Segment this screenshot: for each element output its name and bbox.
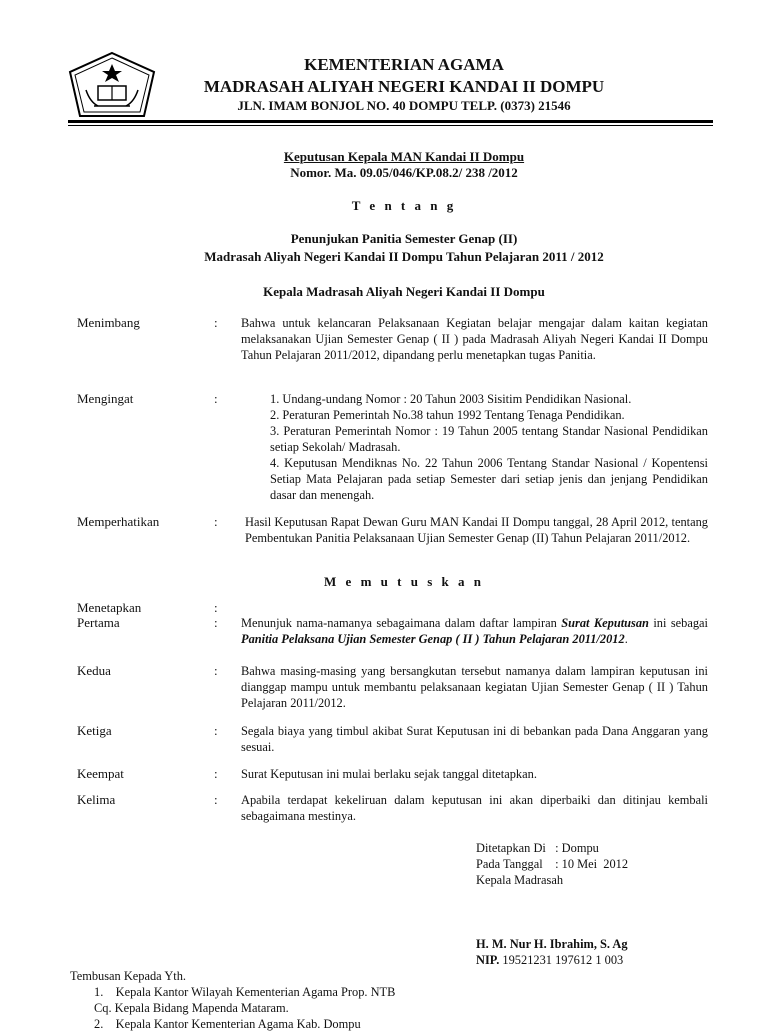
- mengingat-list: [270, 391, 708, 503]
- colon: :: [214, 792, 218, 807]
- colon: :: [214, 663, 218, 678]
- menetapkan-label: Menetapkan: [77, 600, 142, 615]
- list-item: 4. Keputusan Mendiknas No. 22 Tahun 2006 Tentang Standar Nasional / Kopentensi Setiap Mata Pelajaran pada setiap Semester dari setiap jenis dan jenjang Pendidikan dasar dan menengah.: [270, 456, 708, 502]
- list-item: 2. Kepala Kantor Kementerian Agama Kab. Dompu: [94, 1017, 361, 1031]
- signatory-name: H. M. Nur H. Ibrahim, S. Ag: [476, 937, 628, 951]
- menimbang-text: Bahwa untuk kelancaran Pelaksanaan Kegiatan belajar mengajar dalam kaitan kegiatan melaksanakan Ujian Semester Genap ( II ) pada Madrasah Aliyah Negeri Kandai II Dompu Tahun Pelajaran 2011/2012, dipandang perlu menetapkan tugas Panitia.: [241, 316, 708, 362]
- decision-title: Keputusan Kepala MAN Kandai II Dompu: [283, 149, 525, 164]
- list-item: Cq. Kepala Bidang Mapenda Mataram.: [94, 1001, 289, 1015]
- pertama-text-e: .: [624, 632, 628, 646]
- nip-label: NIP.: [476, 953, 500, 967]
- memperhatikan-text: Hasil Keputusan Rapat Dewan Guru MAN Kandai II Dompu tanggal, 28 April 2012, tentang Pembentukan Panitia Pelaksanaan Ujian Semester Genap (II) Tahun Pelajaran 2011/2012.: [245, 515, 708, 545]
- keempat-label: Keempat: [77, 766, 124, 781]
- issuer-line: Kepala Madrasah Aliyah Negeri Kandai II Dompu: [263, 284, 545, 299]
- signature-role: Kepala Madrasah: [476, 873, 564, 887]
- list-item: 2. Peraturan Pemerintah No.38 tahun 1992 Tentang Tenaga Pendidikan.: [270, 408, 625, 422]
- decides-heading: M e m u t u s k a n: [324, 574, 484, 589]
- about-heading: T e n t a n g: [351, 198, 457, 213]
- colon: :: [214, 615, 218, 630]
- kelima-label: Kelima: [77, 792, 116, 807]
- colon: :: [214, 600, 218, 615]
- memperhatikan-label: Memperhatikan: [77, 514, 160, 529]
- carbon-copy-title: Tembusan Kepada Yth.: [70, 969, 187, 983]
- colon: :: [214, 391, 218, 406]
- kedua-text: Bahwa masing-masing yang bersangkutan tersebut namanya dalam lampiran keputusan ini dianggap mampu untuk membantu pelaksanaan kegiatan Ujian Semester Genap ( II ) Tahun Pelajaran 2011/2012.: [241, 664, 708, 710]
- ketiga-label: Ketiga: [77, 723, 112, 738]
- ministry-name: KEMENTERIAN AGAMA: [304, 55, 504, 74]
- colon: :: [214, 766, 218, 781]
- list-item: 1. Kepala Kantor Wilayah Kementerian Agama Prop. NTB: [94, 985, 396, 999]
- subject-line-2: Madrasah Aliyah Negeri Kandai II Dompu Tahun Pelajaran 2011 / 2012: [204, 249, 604, 264]
- subject-line-1: Penunjukan Panitia Semester Genap (II): [290, 231, 518, 246]
- list-item: 1. Undang-undang Nomor : 20 Tahun 2003 Sisitim Pendidikan Nasional.: [270, 392, 632, 406]
- pertama-text-c: ini sebagai: [648, 616, 708, 630]
- pertama-text-b: Surat Keputusan: [561, 616, 649, 630]
- kelima-text: Apabila terdapat kekeliruan dalam keputusan ini akan diperbaiki dan ditinjau kembali sebagaimana mestinya.: [241, 793, 708, 823]
- colon: :: [214, 514, 218, 529]
- pertama-text-a: Menunjuk nama-namanya sebagaimana dalam daftar lampiran: [241, 616, 562, 630]
- colon: :: [214, 315, 218, 330]
- school-name: MADRASAH ALIYAH NEGERI KANDAI II DOMPU: [203, 77, 605, 96]
- keempat-text: Surat Keputusan ini mulai berlaku sejak tanggal ditetapkan.: [241, 767, 537, 781]
- nip-value: 19521231 197612 1 003: [499, 953, 624, 967]
- signature-place: Ditetapkan Di : Dompu: [476, 841, 599, 855]
- colon: :: [214, 723, 218, 738]
- ketiga-text: Segala biaya yang timbul akibat Surat Keputusan ini di bebankan pada Dana Anggaran yang sesuai.: [241, 724, 708, 754]
- header-rule-thick: [68, 120, 713, 123]
- signature-block: [476, 840, 628, 888]
- header-rule-thin: [68, 125, 713, 126]
- pertama-text: [241, 615, 708, 647]
- signature-date: Pada Tanggal : 10 Mei 2012: [476, 857, 629, 871]
- decision-number: Nomor. Ma. 09.05/046/KP.08.2/ 238 /2012: [290, 165, 518, 180]
- pertama-label: Pertama: [77, 615, 120, 630]
- kedua-label: Kedua: [77, 663, 111, 678]
- menimbang-label: Menimbang: [77, 315, 140, 330]
- list-item: 3. Peraturan Pemerintah Nomor : 19 Tahun 2005 tentang Standar Nasional Pendidikan setiap Sekolah/ Madrasah.: [270, 424, 708, 454]
- mengingat-label: Mengingat: [77, 391, 134, 406]
- school-address: JLN. IMAM BONJOL NO. 40 DOMPU TELP. (0373) 21546: [237, 98, 571, 113]
- carbon-copy-list: [70, 968, 395, 1032]
- signatory-nip: [476, 953, 623, 968]
- pertama-text-d: Panitia Pelaksana Ujian Semester Genap ( II ) Tahun Pelajaran 2011/2012: [241, 632, 625, 646]
